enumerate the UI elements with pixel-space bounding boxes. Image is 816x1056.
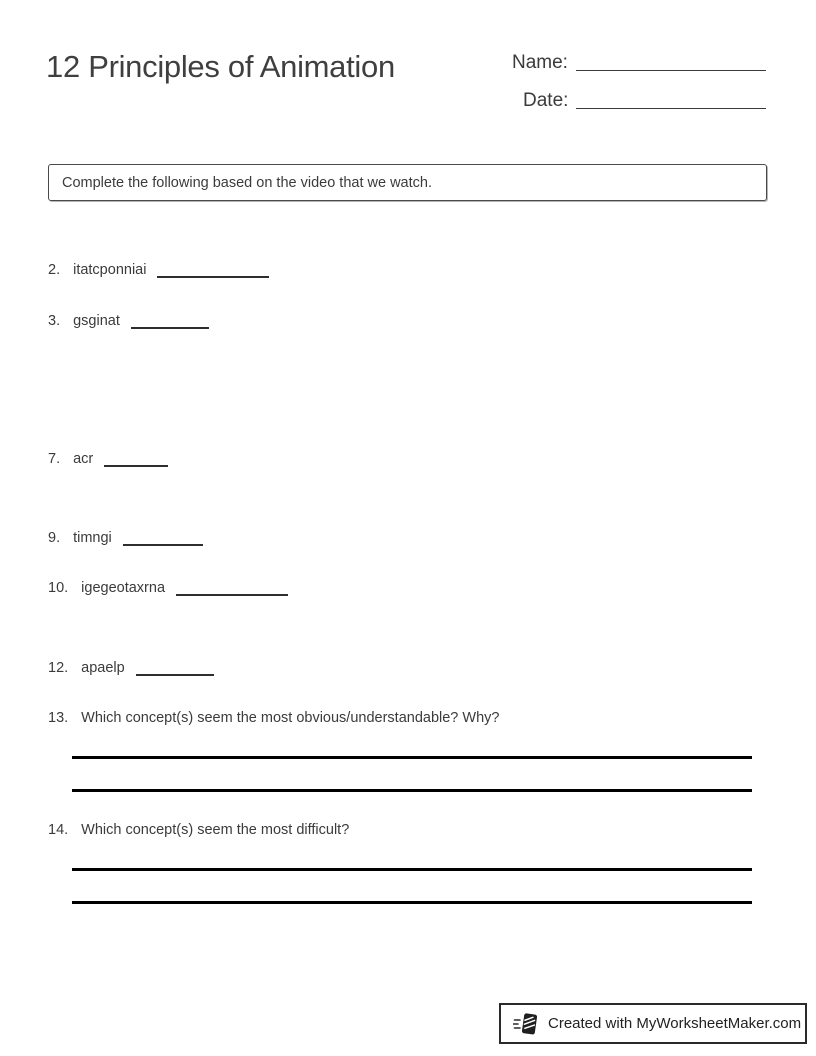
name-field: [512, 52, 766, 74]
fill-in-item-12: [48, 658, 214, 676]
item-label: gsginat: [73, 313, 120, 329]
item-label: apaelp: [81, 660, 125, 676]
item-number: 12.: [48, 660, 69, 676]
question-13: [48, 710, 499, 726]
answer-blank: [123, 532, 203, 546]
fill-in-item-3: [48, 311, 209, 329]
item-label: igegeotaxrna: [81, 580, 166, 596]
answer-blank: [136, 662, 214, 676]
credit-badge: [499, 1003, 807, 1044]
answer-line: [72, 756, 752, 759]
item-number: 7.: [48, 451, 61, 467]
item-label: timngi: [73, 530, 112, 546]
name-blank-line: [576, 57, 766, 71]
answer-line: [72, 901, 752, 904]
date-label: Date:: [523, 90, 569, 111]
credit-text: Created with MyWorksheetMaker.com: [548, 1015, 802, 1032]
item-number: 9.: [48, 530, 61, 546]
fill-in-item-7: [48, 449, 168, 467]
page-title: 12 Principles of Animation: [46, 49, 395, 84]
item-number: 10.: [48, 580, 69, 596]
question-14: [48, 822, 349, 838]
question-text: Which concept(s) seem the most obvious/understandable? Why?: [81, 710, 500, 726]
item-label: itatcponniai: [73, 262, 147, 278]
date-field: [523, 90, 766, 112]
item-number: 3.: [48, 313, 61, 329]
question-number: 14.: [48, 822, 69, 838]
fill-in-item-9: [48, 528, 203, 546]
fill-in-item-2: [48, 260, 269, 278]
answer-blank: [157, 264, 269, 278]
item-number: 2.: [48, 262, 61, 278]
answer-line: [72, 789, 752, 792]
answer-line: [72, 868, 752, 871]
date-blank-line: [576, 95, 766, 109]
answer-blank: [176, 582, 288, 596]
question-text: Which concept(s) seem the most difficult?: [81, 822, 350, 838]
answer-blank: [104, 453, 168, 467]
worksheetmaker-logo-icon: [513, 1011, 539, 1037]
item-label: acr: [73, 451, 94, 467]
name-label: Name:: [512, 52, 568, 73]
answer-blank: [131, 315, 209, 329]
instruction-text: Complete the following based on the video that we watch.: [62, 174, 432, 191]
instruction-box: [48, 164, 767, 201]
question-number: 13.: [48, 710, 69, 726]
fill-in-item-10: [48, 578, 288, 596]
